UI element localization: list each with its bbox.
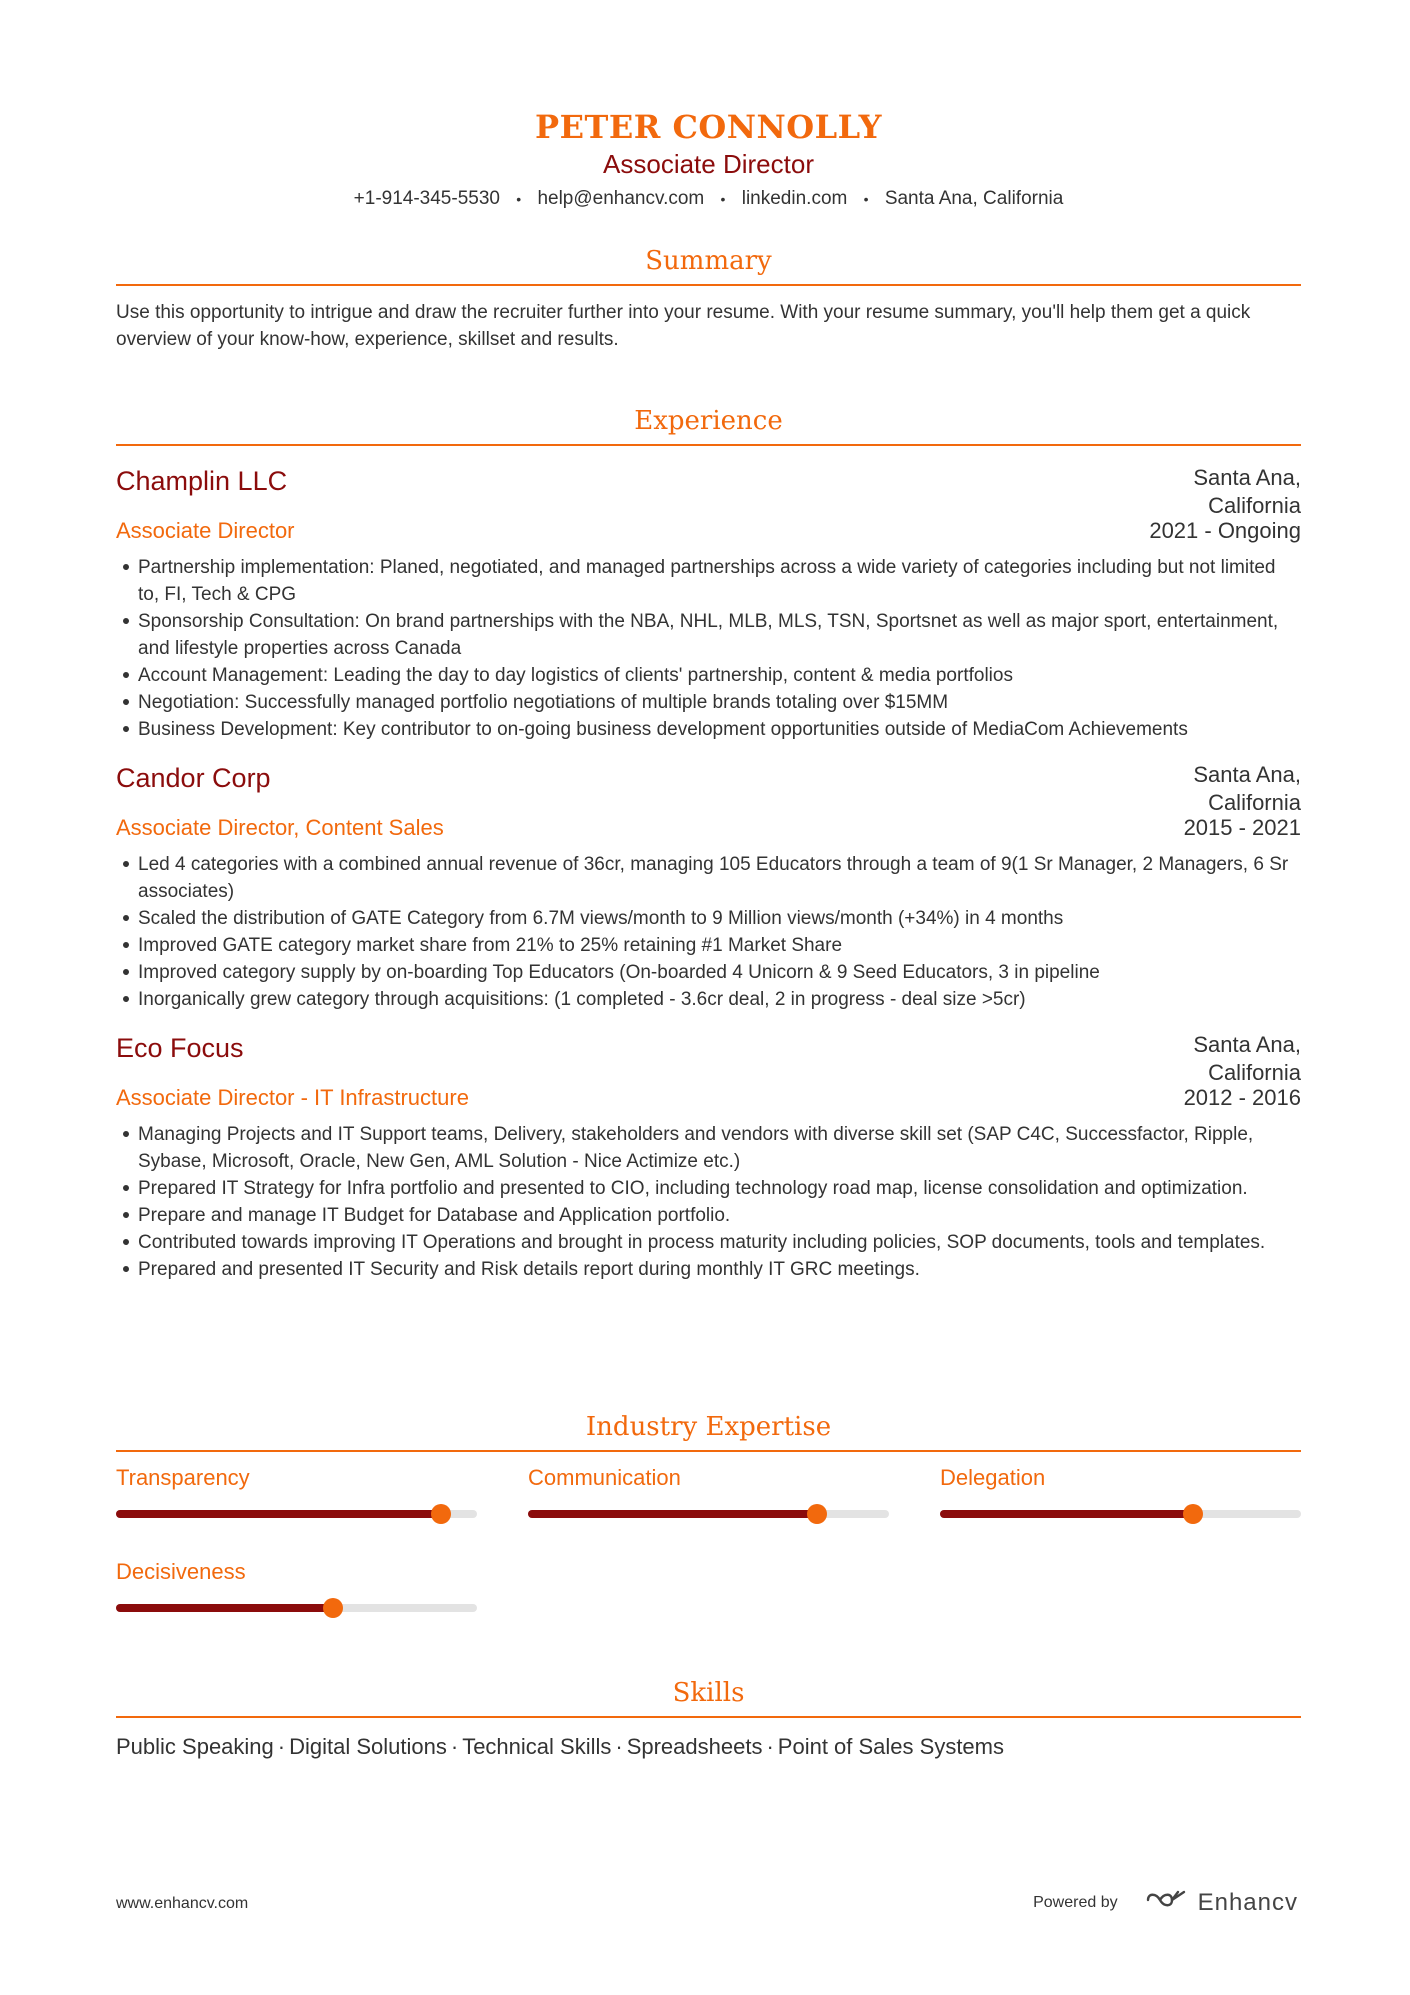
section-title-experience: Experience	[634, 406, 783, 436]
job-company: Champlin LLC	[116, 466, 288, 496]
job-location	[1131, 761, 1301, 817]
expertise-label: Transparency	[116, 1465, 250, 1490]
footer-website[interactable]: www.enhancv.com	[116, 1895, 249, 1912]
job-bullet: Business Development: Key contributor to on-going business development opportunities outside of MediaCom Achievements	[116, 716, 1301, 743]
contact-email[interactable]: help@enhancv.com	[537, 188, 705, 210]
job-location-line: California	[1208, 1060, 1301, 1085]
job-bullet: Negotiation: Successfully managed portfolio negotiations of multiple brands totaling over $15MM	[116, 689, 1301, 716]
job-bullet: Managing Projects and IT Support teams, Delivery, stakeholders and vendors with diverse skill set (SAP C4C, Successfactor, Ripple, Sybase, Microsoft, Oracle, New Gen, AML Solution - Nice Actimize etc.)	[116, 1121, 1301, 1175]
expertise-section	[116, 1410, 1301, 1632]
contact-separator: •	[516, 191, 522, 207]
enhancv-logo-icon	[1144, 1888, 1188, 1917]
job-location-line: California	[1208, 493, 1301, 518]
summary-text: Use this opportunity to intrigue and draw the recruiter further into your resume. With your resume summary, you'll help them get a quick overview of your know-how, experience, skillset and results.	[116, 302, 1251, 350]
expertise-bar-fill	[940, 1510, 1193, 1518]
skills-list	[116, 1732, 1301, 1762]
expertise-bar-knob	[431, 1504, 451, 1524]
skill-item: Public Speaking	[116, 1734, 274, 1759]
expertise-label: Delegation	[940, 1465, 1046, 1490]
job-location-line: Santa Ana,	[1193, 762, 1301, 787]
footer-branding	[1033, 1888, 1298, 1917]
expertise-bar-fill	[116, 1510, 441, 1518]
skill-item: Point of Sales Systems	[777, 1734, 1004, 1759]
section-title-summary: Summary	[645, 246, 772, 276]
expertise-item	[528, 1464, 889, 1518]
job-bullet: Scaled the distribution of GATE Category from 6.7M views/month to 9 Million views/month (+34%) in 4 months	[116, 905, 1301, 932]
skill-item: Digital Solutions	[289, 1734, 447, 1759]
section-divider	[116, 1716, 1301, 1718]
expertise-item	[116, 1558, 477, 1612]
job-position: Associate Director - IT Infrastructure	[116, 1085, 469, 1110]
expertise-item	[116, 1464, 477, 1518]
job-dates: 2015 - 2021	[1183, 815, 1301, 840]
job-bullets	[116, 1121, 1301, 1283]
job-bullet: Sponsorship Consultation: On brand partnerships with the NBA, NHL, MLB, MLS, TSN, Sportsnet as well as major sport, entertainment, and lifestyle properties across Canada	[116, 608, 1301, 662]
skill-item: Spreadsheets	[626, 1734, 763, 1759]
job-bullet: Improved category supply by on-boarding Top Educators (On-boarded 4 Unicorn & 9 Seed Educators, 3 in pipeline	[116, 959, 1301, 986]
job-bullet: Prepare and manage IT Budget for Database and Application portfolio.	[116, 1202, 1301, 1229]
job-position: Associate Director, Content Sales	[116, 815, 444, 840]
enhancv-brand-name: Enhancv	[1197, 1888, 1298, 1916]
job-location	[1131, 1031, 1301, 1087]
skills-section	[116, 1676, 1301, 1762]
skill-separator: ·	[277, 1734, 286, 1759]
summary-section	[116, 244, 1301, 353]
job-bullet: Prepared and presented IT Security and Risk details report during monthly IT GRC meetings.	[116, 1256, 1301, 1283]
expertise-bar-track	[116, 1510, 477, 1518]
expertise-bar-fill	[116, 1604, 333, 1612]
skill-separator: ·	[450, 1734, 459, 1759]
section-title-expertise: Industry Expertise	[585, 1412, 832, 1442]
resume-page	[116, 0, 1301, 1759]
skill-separator: ·	[766, 1734, 774, 1759]
contact-location: Santa Ana, California	[884, 188, 1064, 210]
expertise-bar-knob	[1183, 1504, 1203, 1524]
job-bullet: Improved GATE category market share from 21% to 25% retaining #1 Market Share	[116, 932, 1301, 959]
expertise-bar-track	[116, 1604, 477, 1612]
job-location-line: Santa Ana,	[1193, 1032, 1301, 1057]
job-dates: 2012 - 2016	[1183, 1085, 1301, 1110]
expertise-bar-track	[940, 1510, 1301, 1518]
contact-line	[116, 186, 1301, 212]
skill-item: Technical Skills	[462, 1734, 612, 1759]
job-entry	[116, 464, 1301, 743]
job-bullet: Inorganically grew category through acquisitions: (1 completed - 3.6cr deal, 2 in progress - deal size >5cr)	[116, 986, 1301, 1013]
expertise-label: Communication	[528, 1465, 681, 1490]
job-dates: 2021 - Ongoing	[1149, 518, 1301, 543]
job-company: Candor Corp	[116, 763, 271, 793]
resume-header	[116, 0, 1301, 212]
job-bullet: Account Management: Leading the day to day logistics of clients' partnership, content & media portfolios	[116, 662, 1301, 689]
expertise-label: Decisiveness	[116, 1559, 246, 1584]
section-divider	[116, 444, 1301, 446]
job-bullet: Led 4 categories with a combined annual revenue of 36cr, managing 105 Educators through a team of 9(1 Sr Manager, 2 Managers, 6 Sr associates)	[116, 851, 1301, 905]
expertise-item	[940, 1464, 1301, 1518]
skill-separator: ·	[615, 1734, 623, 1759]
job-company: Eco Focus	[116, 1033, 244, 1063]
job-bullet: Contributed towards improving IT Operations and brought in process maturity including policies, SOP documents, tools and templates.	[116, 1229, 1301, 1256]
contact-linkedin[interactable]: linkedin.com	[741, 188, 848, 210]
section-divider	[116, 284, 1301, 286]
expertise-grid	[116, 1452, 1301, 1632]
candidate-name: PETER CONNOLLY	[535, 108, 882, 146]
candidate-role: Associate Director	[603, 149, 814, 179]
job-position: Associate Director	[116, 518, 295, 543]
expertise-bar-fill	[528, 1510, 817, 1518]
expertise-bar-knob	[807, 1504, 827, 1524]
job-location-line: Santa Ana,	[1193, 465, 1301, 490]
expertise-bar-track	[528, 1510, 889, 1518]
job-entry	[116, 1031, 1301, 1283]
experience-section	[116, 404, 1301, 1283]
powered-by-label: Powered by	[1033, 1893, 1118, 1911]
job-bullets	[116, 851, 1301, 1013]
job-entry	[116, 761, 1301, 1013]
contact-separator: •	[720, 191, 726, 207]
section-title-skills: Skills	[672, 1678, 745, 1708]
job-location-line: California	[1208, 790, 1301, 815]
contact-phone: +1-914-345-5530	[353, 188, 500, 210]
contact-separator: •	[863, 191, 869, 207]
job-location	[1131, 464, 1301, 520]
job-bullet: Partnership implementation: Planed, negotiated, and managed partnerships across a wide variety of categories including but not limited to, FI, Tech & CPG	[116, 554, 1301, 608]
job-bullets	[116, 554, 1301, 743]
job-bullet: Prepared IT Strategy for Infra portfolio and presented to CIO, including technology road map, license consolidation and optimization.	[116, 1175, 1301, 1202]
expertise-bar-knob	[323, 1598, 343, 1618]
